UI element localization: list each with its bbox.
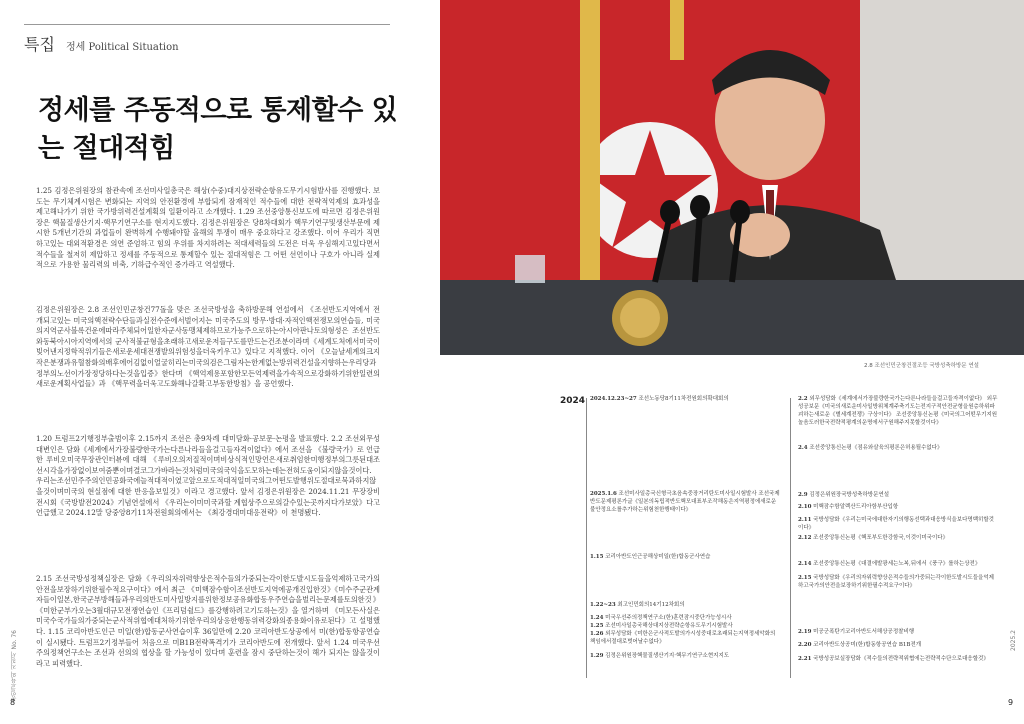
timeline-entry: 2.15 국방성담화《우리의자위력향상은적수들의가중되는각이한도발시도들을억제하고국가의안전을보장하기위한필수적요구이다》	[798, 575, 994, 589]
body-paragraph-3: 1.20 트럼프2기행정부출범이후 2.15까지 조선은 총9차례 대미담화·공보문·논평을 발표했다. 2.2 조선외무성대변인은 담화《세계에서가장불량한국가는다른나라들을걸고들자격이없다》에서 조선을 《불량국가》로 언급한 루비오미국무장관인터뷰에 대해 《루비오의저질적이며비상식적인망언은새로취임한미행정부의그릇된대조선시각을가장없이보여줌뿐이며결코그가바라는것처럼미국의국익을도모하는데는전혀도움이되지않을것이다. 우리는조선민주주의인민공화국에늘적대적이였고앞으로도적대적일미국의그어떤도발행위도절대로묵과하지않을것이며미국의 현실점에 대한 반응을보일것》이라고 경고했다. 앞서 김정은위원장은 2024.11.21 무장장비전시회《국방발전2024》기념연설에서 《우리는이미미국과할 계협상주으로의갈수있는곳까지다가보았》다고 언급했고 2024.12말 당중앙8기11차전원회의에서는 《최강경대미대응전략》이 천명됐다.	[36, 434, 380, 518]
leader-photo	[440, 0, 1024, 355]
timeline-entry: 1.22~23 최고인민회의14기12차회의	[590, 602, 685, 608]
timeline-entry: 1.29 김정은위원장핵물질생산기지·핵무기연구소현지지도	[590, 653, 730, 659]
timeline-entry: 2025.1.6 조선미사일총국신형극초음속중장거리탄도미사일시험발사 조선국제반도문제평론가글《일본의독립적반도핵모대표부조작해동은지역평정에새로운불안정요소를추가하는위험천한행태이다》	[590, 491, 780, 513]
body-paragraph-1: 1.25 김정은위원장의 참관속에 조선미사일총국은 해상(수중)대지상전략순항유도무기시험발사를 진행했다. 보도는 무기체계시험은 변화되는 지역의 안전환경에 부합되게 잠재적인 적수들에 대한 전략적억제의 효과성을 제고해나가기 위한 국가방위력건설계획의 일환이라고 소개했다. 1.29 조선중앙통신보도에 따르면 김정은위원장은 핵물질생산기지·핵무기연구소를 현지지도했다. 김정은위원장은 당8차대회가 핵무기연구및생산부문에 제시한 5개년기간의 과업들이 완벽하게 수행돼야할 올해의 투쟁이 매우 중요하다고 강조했다. 이어 우리가 직면하고있는 대외적환경은 의연 준엄하고 힘의 우위를 차지하려는 적대세력들의 도전은 더욱 우심해지고있다면서 적수들을 철저히 제압하고 정세를 주동적으로 통제할수 있는 절대적힘은 그 어떤 선언이나 구호가 아니라 실제적으로 가용한 물리력의 비축, 기하급수적인 증가라고 역설했다.	[36, 186, 380, 270]
timeline-entry: 2.21 국방성공보실장담화《적수들의전략적위협에는전략적수단으로대응할것》	[798, 656, 989, 662]
section-title: 특집	[24, 35, 55, 54]
timeline-entry: 2.12 조선중앙통신논평《핵포부도한강함국,이것이미국이다》	[798, 535, 949, 541]
timeline-entry: 2.19 미공군폭탄기코리아반도서해상공정찰비행	[798, 629, 915, 635]
timeline-line-left	[586, 398, 587, 678]
section-subtitle: 정세 Political Situation	[66, 42, 179, 53]
body-paragraph-2: 김정은위원장은 2.8 조선인민군창건77돌을 맞은 조선국방성을 축하방문해 연설에서 《조선반도지역에서 전개되고있는 미국의핵전략수단들과실전수준에서벌어지는 미국주도의 방무·방대·자적인핵전쟁모의연습들, 미국의지역군사블록건운에따라주체되어일한자군사동맹체제하므로가능주으로하는아시아판나토의형성은 조선반도와동북아시아지역에서의 군사적불균형을초래하고새로운저들구도를만드는건조분이라며《세계도처에서미국이빚어낸지정학적위기들은새로운세대전쟁발의위험성을더욱키우고》있다고 지적했다. 이어 《오늘날세계의크지작은분쟁과유혈참화의배후에어김없이얼굴히리는미국의검은그림자는한계없는방위력건설을지향하는우리당과정부의노선이가장정당하다는것을입증》한다며 《핵억제용포함한모든억제력을가속적으로강화하기위한일련의새로운계획사업들》과 《핵무력을더욱고도화해나갈확고부동한방침》을 공언했다.	[36, 305, 380, 389]
timeline-entry: 2024.12.23~27 조선노동당8기11차전원회의확대회의	[590, 396, 729, 402]
timeline-entry: 2.2 외무성담화《세계에서가장불량한국가는다른나라들을걸고들자격이없다》 외무성공보문《미국의새로운미사일방위체계주축기도는전지구적안전균형을원층하위파괴하는새로운《별세계전쟁》구상이다》 조선중앙통신논평《미국의그어떤무기지원놀음도러한국전략적평계의운명에서구원해주지못할것이다》	[798, 396, 998, 426]
timeline-entry: 2.20 코리아반도상공미(한)합동항공연습 B1B전개	[798, 642, 922, 648]
timeline-entry: 2.10 미핵잠수함알렉산드리아함부산입항	[798, 504, 899, 510]
timeline-entry: 1.26 외무성담화《미한은군사적도발의가시성중대로초래되는지역정세악화의책임에서절대로벗어날수없다》	[590, 631, 776, 645]
timeline-entry: 1.15 코리아반도인근공해상미일(한)합동군사연습	[590, 554, 711, 560]
header-rule	[24, 24, 390, 25]
side-label-right: 2025.2	[1010, 630, 1017, 651]
timeline-entry: 2.11 국방성담화《우리는미국에대한자기의행동선택과대응방식을보다명백히할것이다》	[798, 517, 994, 531]
timeline-entry: 1.25 조선미사일총국해상대지상전략순항유도무기시험발사	[590, 623, 733, 629]
page-number-right: 9	[1008, 698, 1014, 707]
timeline-entry: 1.24 미국우선주의정책연구소(한)훈련잠시중단가능성시사	[590, 615, 732, 621]
page-number-left: 8	[10, 698, 16, 707]
timeline-year: 2024	[560, 396, 586, 406]
body-paragraph-4: 2.15 조선국방성정책실장은 담화《우리의자위력향상은적수들의가중되는각이한도발시도들을억제하고국가의안전을보장하기위한필수적요구이다》에서 최근 《미핵잠수함이조선반도지역에공개진입한것》《미수주군관계자들이일본,한국군부방해들과우리의반도미사일방지를위한정보공유화합동우주연습을벌리는문제를토의한것》《미한군부가오는3월대규모전쟁연습인《프리덤쉴드》를강행하려고기도하는것》을 열거하며 《미모든사실은미국수국가들의가중되는군사적위협에대처하기위한우리의상응한행동위력강화의종용화이유로된다》고 설명했다. 1.15 코리아반도인근 미일(한)합동군사연습이후 36일만에 2.20 코리아반도상공에서 미(한)합동항공연습이 실시됐다. 트럼프2기정부들어 처음으로 미B1B전략폭격기가 코리아반도에 전개했다. 앞서 1.24 미국우선주의정책연구소는 조선과 선의의 협상을 할 가능성이 있다며 훈련을 잠시 중단하는것이 해가 되지는 않을것이라고 피력했다.	[36, 574, 380, 668]
timeline-entry: 2.9 김정은위원장국방성축하방문연설	[798, 492, 890, 498]
side-label: 통일교육의 지침서 No. 76	[11, 630, 18, 702]
timeline-entry: 2.14 조선중앙통신논평《대결에발광세는노복,뒤에서《풍구》를하는상전》	[798, 561, 981, 567]
photo-caption: 2.8 조선인민군창건절조등 국방성축하방문 연설	[864, 363, 979, 369]
timeline-entry: 2.4 조선중앙통신논평《점유와살육의평론은허용될수없다》	[798, 445, 943, 451]
timeline-line-right	[790, 398, 791, 678]
headline: 정세를 주동적으로 통제할수 있는 절대적힘	[38, 95, 398, 164]
